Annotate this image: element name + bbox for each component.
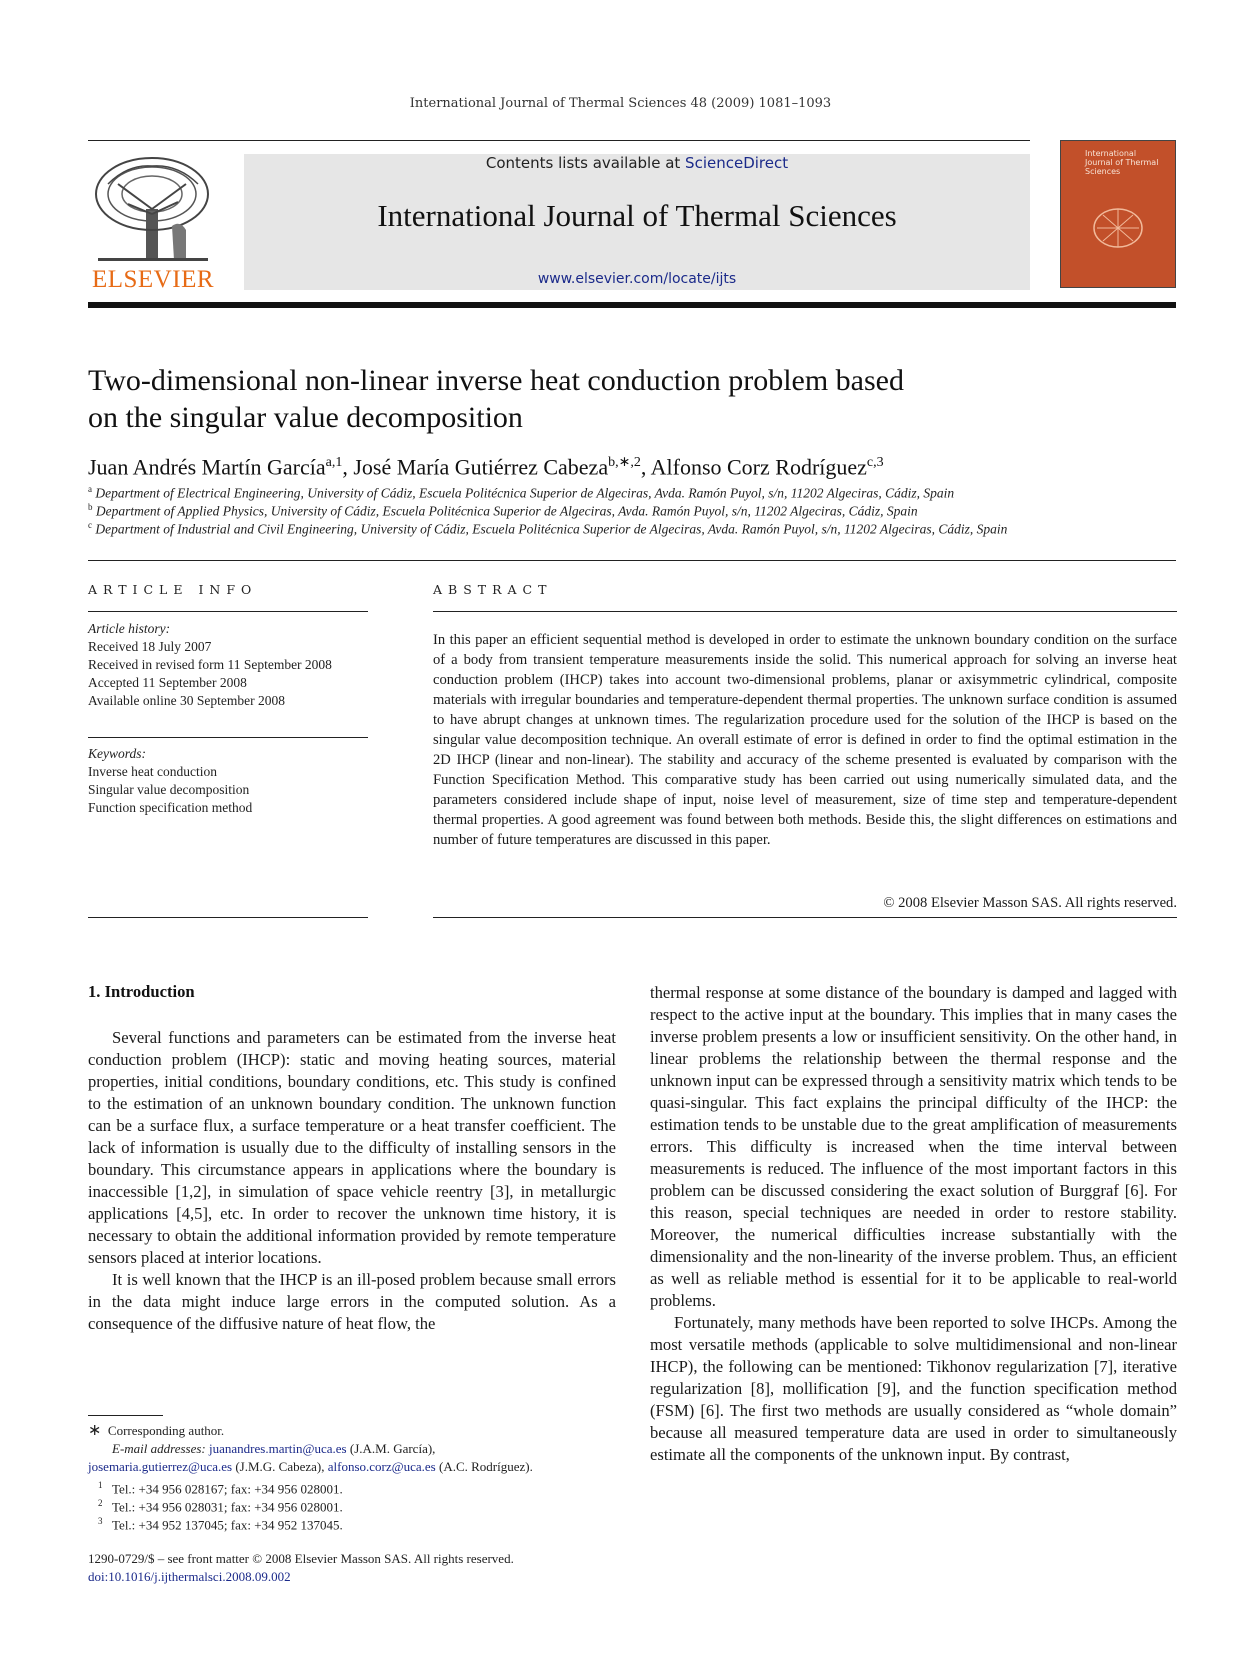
footnote-number: 2 (98, 1498, 103, 1508)
paragraph: Fortunately, many methods have been reported to solve IHCPs. Among the most versatile methods (applicable to solve multidimensional and non-linear IHCP), the following can be mentioned: Tikhonov regularization [7], iterative regularization [8], mollification [9], and the function specification method (FSM) [6]. The first two methods are usually considered as “whole domain” because all measured temperature data are used in order to simultaneously estimate all the components of the unknown input. By contrast, (650, 1313, 1177, 1464)
right-column (650, 982, 1177, 1466)
divider (433, 611, 1177, 612)
publisher-logo-word: ELSEVIER (91, 266, 215, 293)
history-label: Article history: (88, 621, 171, 636)
keyword[interactable]: Inverse heat conduction (88, 764, 217, 779)
online-date: Available online 30 September 2008 (88, 693, 285, 708)
email-owner: (A.C. Rodríguez). (435, 1459, 533, 1474)
received-date: Received 18 July 2007 (88, 639, 212, 654)
author-name[interactable]: José María Gutiérrez Cabeza (353, 454, 609, 480)
journal-title: International Journal of Thermal Sciences (377, 198, 897, 233)
header-thick-rule (88, 302, 1176, 308)
footnote-rule (88, 1415, 163, 1416)
contents-prefix: Contents lists available at (485, 154, 686, 172)
journal-cover-image (1060, 140, 1176, 288)
keywords (88, 745, 368, 817)
email-label: E-mail addresses: (112, 1441, 206, 1456)
paragraph: It is well known that the IHCP is an ill-posed problem because small errors in the data might induce large errors in the computed solution. As a consequence of the diffusive nature of heat flow, the (88, 1270, 616, 1333)
abstract-text: In this paper an efficient sequential method is developed in order to estimate the unknown boundary condition on the surface of a body from transient temperature measurements inside the solid. This numerical approach for solving an inverse heat conduction problem (IHCP) takes into account two-dimensional problems, planar or axisymmetric cylindrical, composite materials with irregular boundaries and temperature-dependent thermal properties. The unknown surface condition is assumed to have abrupt changes at unknown times. The regularization procedure used for the solution of the IHCP is based on the singular value decomposition technique. An overall estimate of error is defined in order to find the optimal estimation in the 2D IHCP (linear and non-linear). The stability and accuracy of the scheme presented is evaluated by comparison with the Function Specification Method. This comparative study has been carried out using numerically simulated data, and the parameters considered include shape of input, noise level of measurement, size of time step and temperature-dependent thermal properties. A good agreement was found between both methods. Beside this, the slight differences on estimations and number of future temperatures are discussed in this paper. (433, 632, 1177, 848)
email-note (88, 1440, 628, 1458)
article-history (88, 620, 368, 710)
keyword[interactable]: Singular value decomposition (88, 782, 250, 797)
article-title (88, 362, 1048, 436)
contents-line (244, 154, 1030, 172)
divider (88, 917, 368, 918)
email-link[interactable]: juanandres.martin@uca.es (209, 1441, 347, 1456)
affiliation-b (88, 502, 1178, 520)
author-affiliation-marker[interactable]: b,∗,2 (608, 455, 641, 470)
footnote-text: Tel.: +34 956 028167; fax: +34 956 028001. (112, 1481, 343, 1497)
paragraph: thermal response at some distance of the boundary is damped and lagged with respect to the active input at the boundary. This implies that in many cases the inverse problem presents a low or insufficient sensitivity. On the other hand, in linear problems the relationship between the thermal response and the unknown input can be expressed through a sensitivity matrix which tends to be quasi-singular. This fact explains the principal difficulty of the IHCP: the estimation tends to be unstable due to the great amplification of measurements errors. This difficulty is increased when the time interval between measurements is reduced. The influence of the most important factors in this problem can be discussed considering the exact solution of Burggraf [6]. For this reason, special techniques are needed in order to restore stability. Moreover, the numerical difficulties increase substantially with the dimensionality and the non-linearity of the inverse problem. Thus, an efficient as well as reliable method is essential for it to be applicable to real-world problems. (650, 983, 1177, 1310)
journal-url-link[interactable]: www.elsevier.com/locate/ijts (537, 271, 737, 287)
author-separator: , (640, 454, 651, 480)
corresponding-label: Corresponding author. (107, 1423, 225, 1438)
footnote-3 (88, 1512, 638, 1534)
cover-title: International Journal of Thermal Sciences (1085, 149, 1159, 176)
affiliation-c (88, 520, 1178, 538)
email-owner: (J.M.G. Cabeza), (232, 1459, 328, 1474)
header-rule (88, 140, 1030, 141)
abstract-copyright: © 2008 Elsevier Masson SAS. All rights reserved. (883, 895, 1177, 911)
divider (88, 737, 368, 738)
section-heading: 1. Introduction (88, 982, 195, 1001)
cover-art-icon (1085, 193, 1151, 259)
author-list (88, 454, 1148, 480)
author-affiliation-marker[interactable]: a,1 (325, 455, 343, 470)
footnote-text: Tel.: +34 956 028031; fax: +34 956 028001. (112, 1499, 343, 1515)
email-link[interactable]: josemaria.gutierrez@uca.es (88, 1459, 233, 1474)
left-column (88, 1027, 616, 1335)
affiliation-a (88, 484, 1178, 502)
affiliation-text: Department of Electrical Engineering, University of Cádiz, Escuela Politécnica Superior de Algeciras, Avda. Ramón Puyol, s/n, 11202 Algeciras, Cádiz, Spain (95, 485, 955, 501)
revised-date: Received in revised form 11 September 2008 (88, 657, 332, 672)
divider (88, 560, 1176, 561)
footnote-number: 3 (98, 1516, 103, 1526)
keywords-label: Keywords: (88, 746, 146, 761)
email-owner: (J.A.M. García), (346, 1441, 436, 1456)
title-line-1: Two-dimensional non-linear inverse heat conduction problem based (88, 364, 904, 397)
email-note-continued (88, 1458, 628, 1476)
tree-icon (88, 154, 218, 266)
paragraph: Several functions and parameters can be estimated from the inverse heat conduction problem (IHCP): static and moving heating sources, material properties, initial conditions, boundary conditions, etc. This study is confined to the estimation of an unknown boundary condition. The unknown function can be a surface flux, a surface temperature or a heat transfer coefficient. The lack of information is usually due to the difficulty of installing sensors in the boundary. This circumstance appears in applications where the boundary is inaccessible [1,2], in simulation of space vehicle reentry [3], in metallurgic applications [4,5], etc. In order to recover the unknown time history, it is necessary to obtain the additional information provided by remote temperature sensors placed at interior locations. (88, 1028, 616, 1267)
front-matter-note: 1290-0729/$ – see front matter © 2008 Elsevier Masson SAS. All rights reserved. (88, 1551, 514, 1566)
author-affiliation-marker[interactable]: c,3 (866, 455, 884, 470)
author-name[interactable]: Alfonso Corz Rodríguez (650, 454, 867, 480)
divider (88, 611, 368, 612)
affiliation-key: a (88, 484, 92, 494)
footnote-star: ∗ (88, 1422, 102, 1439)
journal-banner (244, 154, 1030, 290)
abstract-heading: ABSTRACT (433, 582, 553, 597)
elsevier-logo (88, 154, 218, 294)
footnote-text: Tel.: +34 952 137045; fax: +34 952 137045. (112, 1517, 343, 1533)
title-line-2: on the singular value decomposition (88, 401, 523, 434)
corresponding-author-note (88, 1422, 628, 1440)
running-head: International Journal of Thermal Sciences 48 (2009) 1081–1093 (409, 96, 832, 111)
divider (433, 917, 1177, 918)
email-link[interactable]: alfonso.corz@uca.es (327, 1459, 436, 1474)
affiliation-key: c (88, 520, 92, 530)
footnote-number: 1 (98, 1480, 103, 1490)
article-info-heading: ARTICLE INFO (88, 582, 258, 597)
accepted-date: Accepted 11 September 2008 (88, 675, 247, 690)
doi-link[interactable]: doi:10.1016/j.ijthermalsci.2008.09.002 (88, 1569, 291, 1584)
affiliation-text: Department of Industrial and Civil Engineering, University of Cádiz, Escuela Politécnica Superior de Algeciras, Avda. Ramón Puyol, s/n, 11202 Algeciras, Cádiz, Spain (95, 521, 1008, 537)
author-name[interactable]: Juan Andrés Martín García (88, 454, 326, 480)
keyword[interactable]: Function specification method (88, 800, 253, 815)
author-separator: , (342, 454, 354, 480)
affiliation-key: b (88, 502, 93, 512)
affiliation-text: Department of Applied Physics, University of Cádiz, Escuela Politécnica Superior de Algeciras, Avda. Ramón Puyol, s/n, 11202 Algeciras, Cádiz, Spain (95, 503, 918, 519)
sciencedirect-link[interactable]: ScienceDirect (685, 154, 789, 172)
